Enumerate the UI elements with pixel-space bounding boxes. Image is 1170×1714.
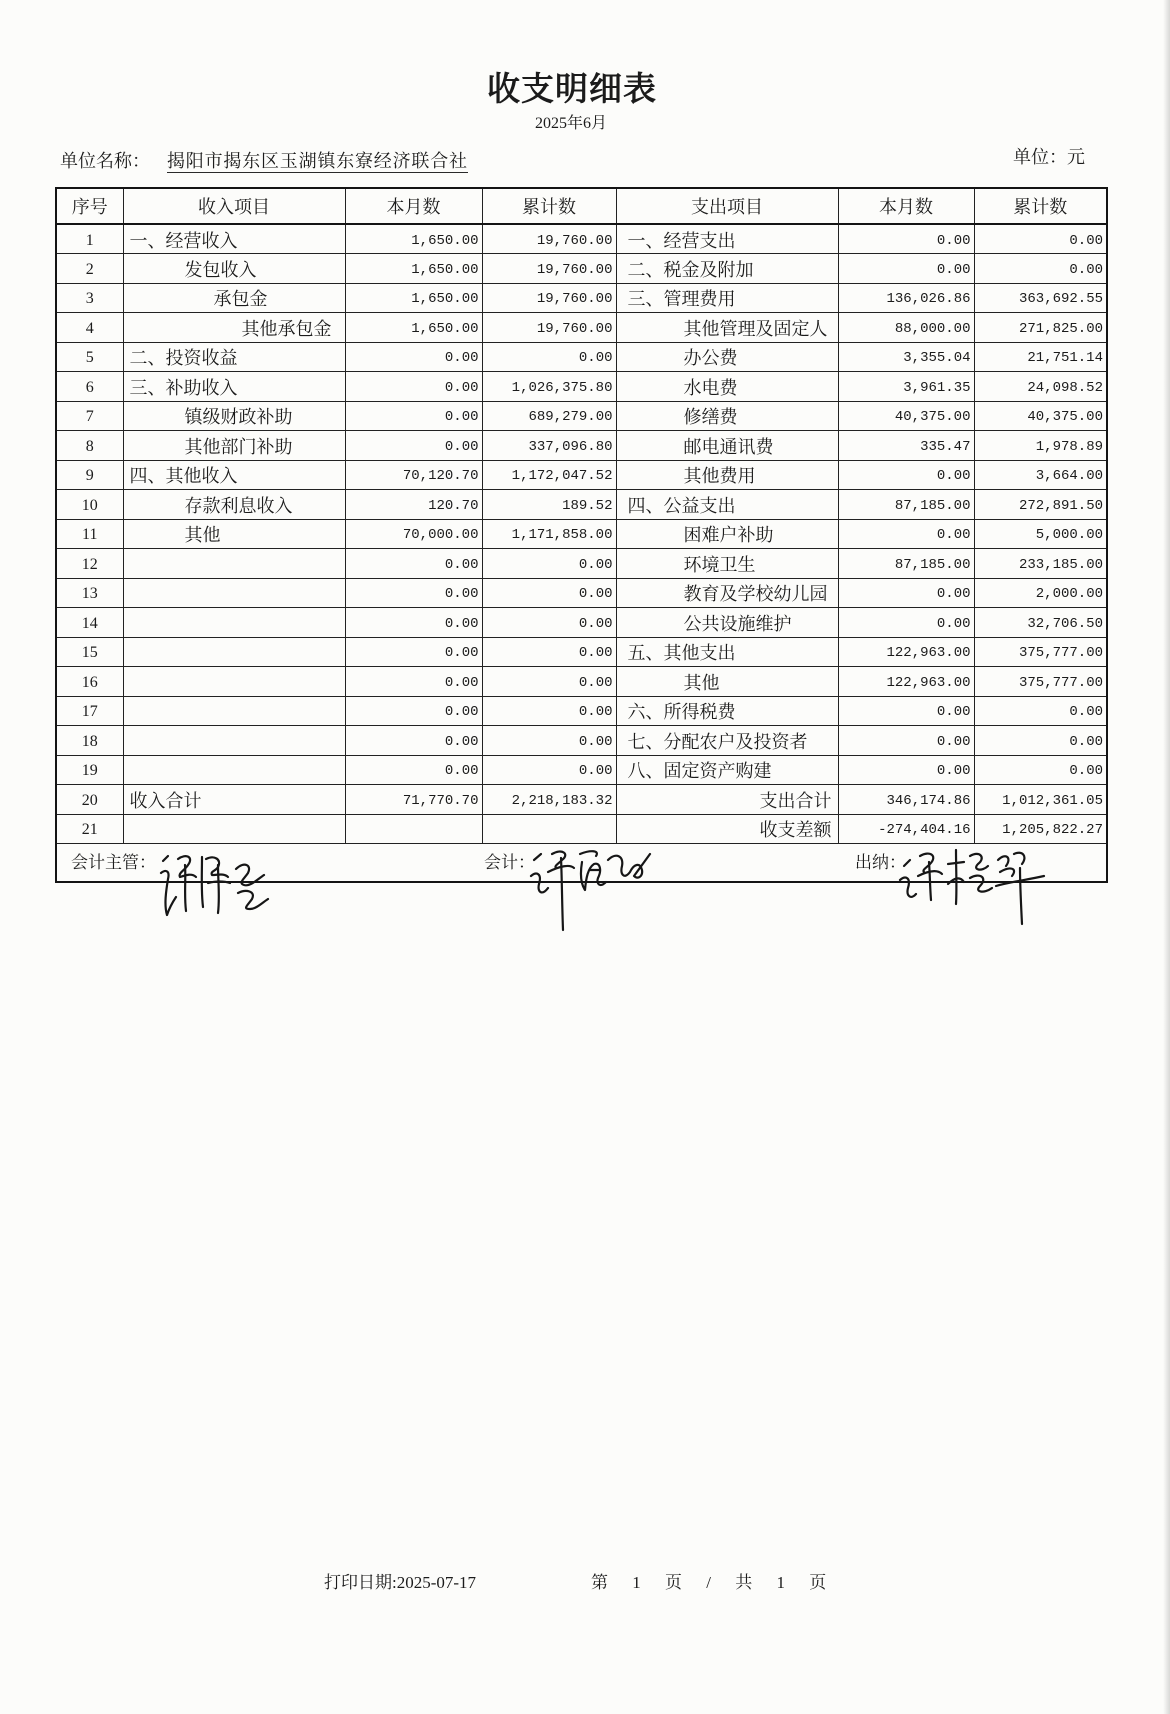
row-number-cell: 18 (56, 726, 123, 756)
expense-month-cell: 346,174.86 (838, 785, 974, 815)
table-row (56, 755, 1107, 785)
table-header-row (56, 188, 1107, 224)
income-total-cell: 337,096.80 (482, 431, 616, 461)
income-item-cell: 镇级财政补助 (123, 401, 345, 431)
income-total-cell: 1,171,858.00 (482, 519, 616, 549)
expense-item-cell: 五、其他支出 (616, 637, 838, 667)
table-row (56, 667, 1107, 697)
income-total-cell: 0.00 (482, 667, 616, 697)
table-row (56, 696, 1107, 726)
income-item-cell: 四、其他收入 (123, 460, 345, 490)
expense-total-cell: 375,777.00 (974, 667, 1107, 697)
chief-accountant-label: 会计主管： (71, 852, 156, 872)
expense-month-cell: 87,185.00 (838, 490, 974, 520)
row-number-cell: 5 (56, 342, 123, 372)
table-row (56, 460, 1107, 490)
header-seq: 序号 (56, 188, 123, 224)
table-row (56, 490, 1107, 520)
income-expense-table (55, 187, 1108, 883)
income-total-cell: 1,172,047.52 (482, 460, 616, 490)
income-total-cell: 1,026,375.80 (482, 372, 616, 402)
table-row (56, 254, 1107, 284)
income-item-cell: 发包收入 (123, 254, 345, 284)
row-number-cell: 16 (56, 667, 123, 697)
print-date: 打印日期:2025-07-17 (324, 1573, 477, 1592)
income-item-cell: 三、补助收入 (123, 372, 345, 402)
expense-month-cell: 0.00 (838, 224, 974, 254)
expense-total-cell: 0.00 (974, 254, 1107, 284)
income-total-cell: 0.00 (482, 696, 616, 726)
row-number-cell: 17 (56, 696, 123, 726)
row-number-cell: 4 (56, 313, 123, 343)
expense-item-cell: 三、管理费用 (616, 283, 838, 313)
row-number-cell: 19 (56, 755, 123, 785)
header-income-month: 本月数 (345, 188, 482, 224)
income-item-cell: 一、经营收入 (123, 224, 345, 254)
expense-item-cell: 困难户补助 (616, 519, 838, 549)
income-total-cell: 19,760.00 (482, 224, 616, 254)
income-total-cell: 0.00 (482, 578, 616, 608)
row-number-cell: 7 (56, 401, 123, 431)
expense-item-cell: 邮电通讯费 (616, 431, 838, 461)
expense-month-cell: 87,185.00 (838, 549, 974, 579)
income-total-cell: 0.00 (482, 608, 616, 638)
income-item-cell (123, 726, 345, 756)
income-month-cell: 1,650.00 (345, 313, 482, 343)
currency-unit: 单位：元 (1013, 147, 1085, 167)
expense-month-cell: 122,963.00 (838, 667, 974, 697)
expense-total-cell: 0.00 (974, 696, 1107, 726)
expense-month-cell: 3,961.35 (838, 372, 974, 402)
row-number-cell: 2 (56, 254, 123, 284)
income-item-cell (123, 578, 345, 608)
income-total-cell: 19,760.00 (482, 254, 616, 284)
income-total-cell: 0.00 (482, 726, 616, 756)
header-expense-item: 支出项目 (616, 188, 838, 224)
expense-item-cell: 公共设施维护 (616, 608, 838, 638)
table-row (56, 431, 1107, 461)
row-number-cell: 11 (56, 519, 123, 549)
income-item-cell: 其他部门补助 (123, 431, 345, 461)
income-month-cell: 0.00 (345, 549, 482, 579)
expense-month-cell: 0.00 (838, 519, 974, 549)
row-number-cell: 13 (56, 578, 123, 608)
income-month-cell: 0.00 (345, 431, 482, 461)
row-number-cell: 9 (56, 460, 123, 490)
row-number-cell: 3 (56, 283, 123, 313)
expense-month-cell: 0.00 (838, 726, 974, 756)
table-row (56, 637, 1107, 667)
table-row (56, 401, 1107, 431)
table-row (56, 313, 1107, 343)
accountant-label: 会计： (484, 852, 535, 872)
table-row (56, 814, 1107, 844)
expense-item-cell: 二、税金及附加 (616, 254, 838, 284)
table-row (56, 342, 1107, 372)
expense-item-cell: 支出合计 (616, 785, 838, 815)
row-number-cell: 8 (56, 431, 123, 461)
income-month-cell: 70,000.00 (345, 519, 482, 549)
income-total-cell (482, 814, 616, 844)
income-total-cell: 2,218,183.32 (482, 785, 616, 815)
header-expense-month: 本月数 (838, 188, 974, 224)
expense-total-cell: 0.00 (974, 224, 1107, 254)
expense-total-cell: 32,706.50 (974, 608, 1107, 638)
income-month-cell: 0.00 (345, 578, 482, 608)
row-number-cell: 20 (56, 785, 123, 815)
income-item-cell: 收入合计 (123, 785, 345, 815)
expense-month-cell: 335.47 (838, 431, 974, 461)
row-number-cell: 15 (56, 637, 123, 667)
expense-total-cell: 233,185.00 (974, 549, 1107, 579)
row-number-cell: 10 (56, 490, 123, 520)
expense-total-cell: 363,692.55 (974, 283, 1107, 313)
expense-total-cell: 1,205,822.27 (974, 814, 1107, 844)
income-month-cell: 0.00 (345, 401, 482, 431)
row-number-cell: 6 (56, 372, 123, 402)
expense-total-cell: 40,375.00 (974, 401, 1107, 431)
header-expense-total: 累计数 (974, 188, 1107, 224)
expense-item-cell: 其他费用 (616, 460, 838, 490)
table-row (56, 372, 1107, 402)
expense-item-cell: 修缮费 (616, 401, 838, 431)
income-item-cell (123, 549, 345, 579)
income-item-cell (123, 637, 345, 667)
paper-edge-shadow (1163, 0, 1170, 1714)
income-month-cell: 120.70 (345, 490, 482, 520)
expense-total-cell: 271,825.00 (974, 313, 1107, 343)
expense-item-cell: 环境卫生 (616, 549, 838, 579)
expense-total-cell: 1,012,361.05 (974, 785, 1107, 815)
unit-name: 揭阳市揭东区玉湖镇东寮经济联合社 (167, 151, 468, 171)
income-total-cell: 689,279.00 (482, 401, 616, 431)
income-item-cell (123, 667, 345, 697)
expense-item-cell: 八、固定资产购建 (616, 755, 838, 785)
income-month-cell: 0.00 (345, 342, 482, 372)
income-month-cell: 0.00 (345, 755, 482, 785)
income-month-cell: 0.00 (345, 667, 482, 697)
expense-item-cell: 收支差额 (616, 814, 838, 844)
expense-month-cell: 0.00 (838, 608, 974, 638)
document-period: 2025年6月 (534, 115, 607, 132)
expense-total-cell: 5,000.00 (974, 519, 1107, 549)
row-number-cell: 14 (56, 608, 123, 638)
expense-total-cell: 2,000.00 (974, 578, 1107, 608)
income-total-cell: 189.52 (482, 490, 616, 520)
income-item-cell (123, 814, 345, 844)
expense-total-cell: 3,664.00 (974, 460, 1107, 490)
expense-total-cell: 0.00 (974, 726, 1107, 756)
income-total-cell: 0.00 (482, 549, 616, 579)
table-row (56, 549, 1107, 579)
income-item-cell (123, 696, 345, 726)
expense-month-cell: 40,375.00 (838, 401, 974, 431)
income-item-cell: 承包金 (123, 283, 345, 313)
table-row (56, 283, 1107, 313)
income-item-cell (123, 608, 345, 638)
income-month-cell: 1,650.00 (345, 224, 482, 254)
expense-month-cell: 0.00 (838, 578, 974, 608)
row-number-cell: 1 (56, 224, 123, 254)
income-month-cell: 1,650.00 (345, 283, 482, 313)
expense-item-cell: 一、经营支出 (616, 224, 838, 254)
table-row (56, 578, 1107, 608)
income-month-cell: 0.00 (345, 372, 482, 402)
expense-month-cell: 0.00 (838, 460, 974, 490)
expense-total-cell: 21,751.14 (974, 342, 1107, 372)
signoff-row (56, 844, 1107, 883)
row-number-cell: 21 (56, 814, 123, 844)
income-month-cell: 0.00 (345, 726, 482, 756)
expense-month-cell: 3,355.04 (838, 342, 974, 372)
expense-item-cell: 七、分配农户及投资者 (616, 726, 838, 756)
expense-item-cell: 四、公益支出 (616, 490, 838, 520)
income-month-cell: 1,650.00 (345, 254, 482, 284)
row-number-cell: 12 (56, 549, 123, 579)
header-income-item: 收入项目 (123, 188, 345, 224)
income-month-cell: 0.00 (345, 608, 482, 638)
expense-total-cell: 24,098.52 (974, 372, 1107, 402)
expense-item-cell: 水电费 (616, 372, 838, 402)
expense-item-cell: 教育及学校幼儿园 (616, 578, 838, 608)
expense-month-cell: 122,963.00 (838, 637, 974, 667)
income-item-cell: 二、投资收益 (123, 342, 345, 372)
income-total-cell: 19,760.00 (482, 313, 616, 343)
income-total-cell: 0.00 (482, 342, 616, 372)
expense-item-cell: 六、所得税费 (616, 696, 838, 726)
income-month-cell: 0.00 (345, 637, 482, 667)
expense-total-cell: 0.00 (974, 755, 1107, 785)
income-total-cell: 0.00 (482, 755, 616, 785)
document-title: 收支明细表 (487, 72, 657, 108)
expense-month-cell: 88,000.00 (838, 313, 974, 343)
unit-name-label: 单位名称： (60, 151, 150, 171)
income-month-cell (345, 814, 482, 844)
income-item-cell: 其他 (123, 519, 345, 549)
income-total-cell: 0.00 (482, 637, 616, 667)
income-total-cell: 19,760.00 (482, 283, 616, 313)
expense-total-cell: 1,978.89 (974, 431, 1107, 461)
expense-item-cell: 其他 (616, 667, 838, 697)
table-row (56, 224, 1107, 254)
expense-month-cell: 0.00 (838, 254, 974, 284)
expense-total-cell: 375,777.00 (974, 637, 1107, 667)
income-item-cell: 存款利息收入 (123, 490, 345, 520)
table-row (56, 726, 1107, 756)
income-month-cell: 70,120.70 (345, 460, 482, 490)
page-number: 第 1 页 / 共 1 页 (591, 1573, 827, 1592)
table-row (56, 608, 1107, 638)
signoff-cell (56, 844, 1107, 883)
income-month-cell: 71,770.70 (345, 785, 482, 815)
expense-month-cell: -274,404.16 (838, 814, 974, 844)
header-income-total: 累计数 (482, 188, 616, 224)
income-item-cell (123, 755, 345, 785)
income-item-cell: 其他承包金 (123, 313, 345, 343)
expense-month-cell: 0.00 (838, 755, 974, 785)
expense-item-cell: 其他管理及固定人 (616, 313, 838, 343)
expense-total-cell: 272,891.50 (974, 490, 1107, 520)
expense-month-cell: 0.00 (838, 696, 974, 726)
table-row (56, 785, 1107, 815)
income-month-cell: 0.00 (345, 696, 482, 726)
expense-month-cell: 136,026.86 (838, 283, 974, 313)
table-row (56, 519, 1107, 549)
cashier-label: 出纳： (855, 852, 906, 872)
expense-item-cell: 办公费 (616, 342, 838, 372)
